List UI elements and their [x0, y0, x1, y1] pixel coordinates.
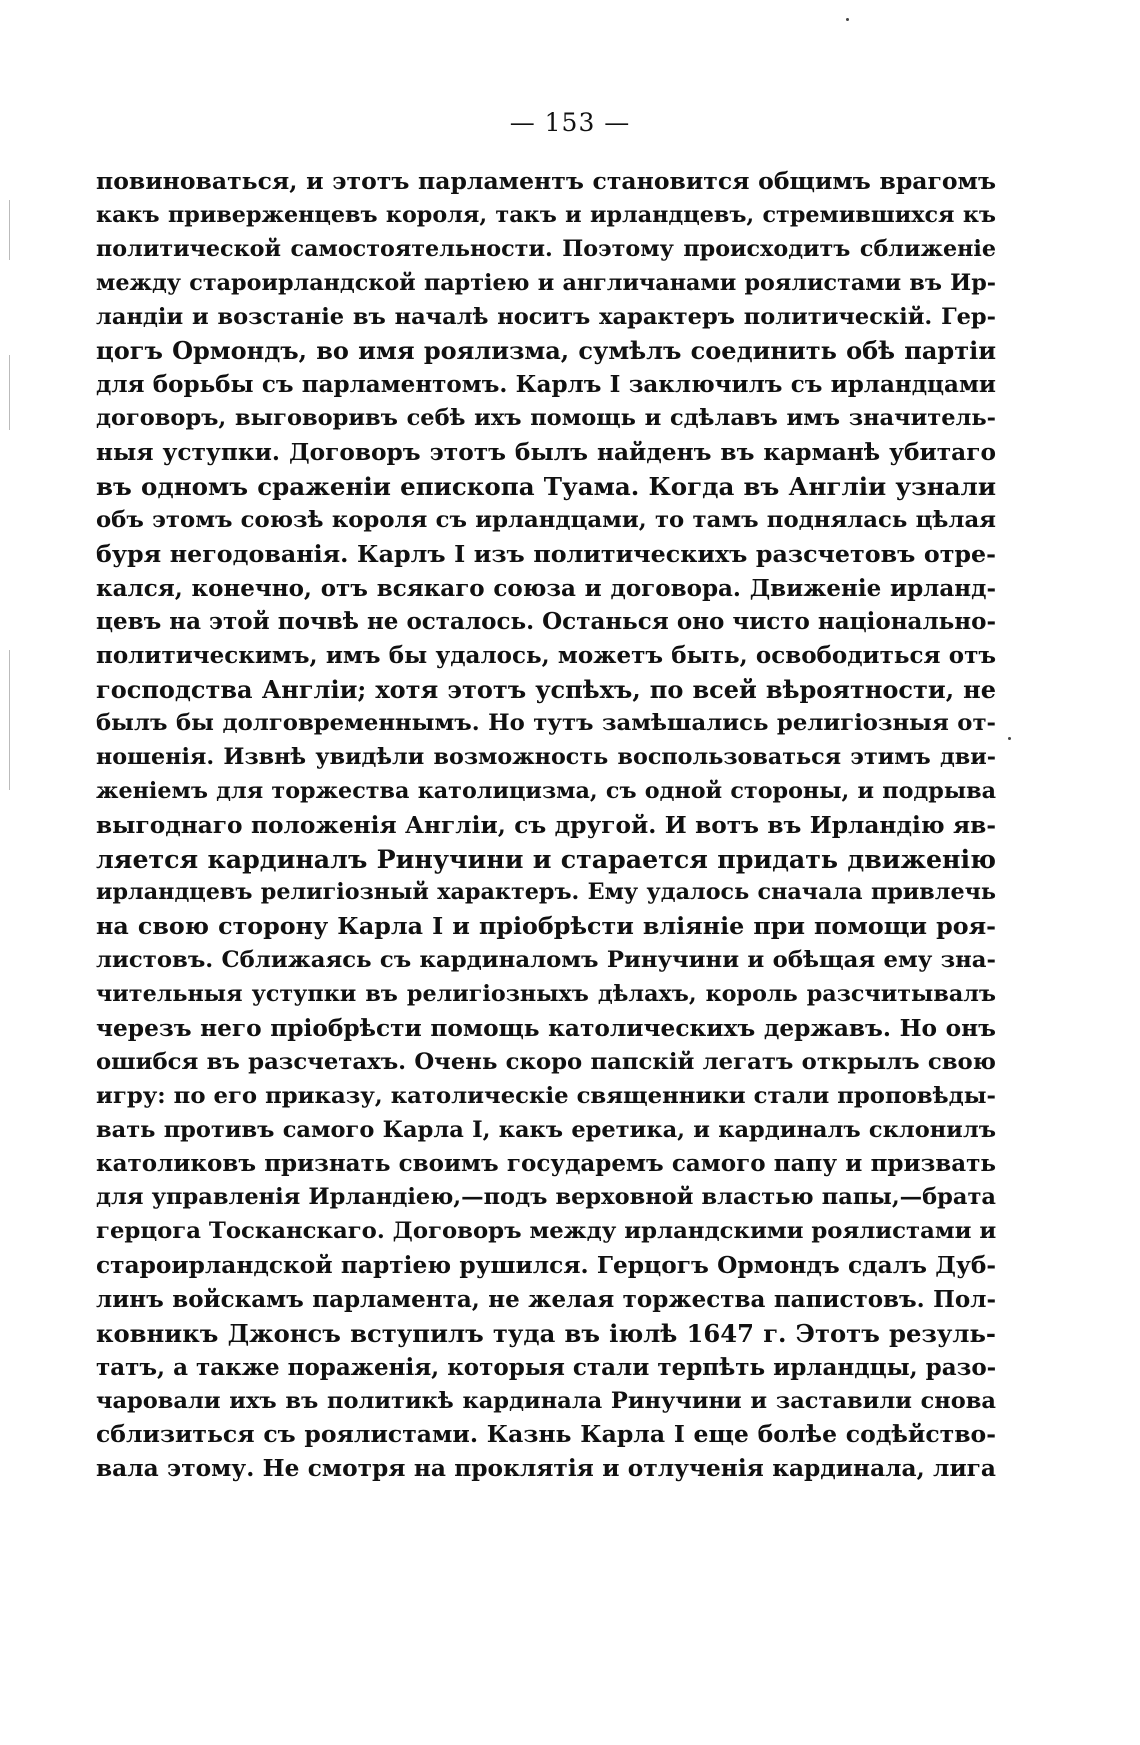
- margin-rule-lower: [9, 650, 10, 790]
- text-line: цогъ Ормондъ, во имя роялизма, сумѣлъ соединить обѣ партіи: [96, 336, 996, 366]
- text-line: игру: по его приказу, католическіе священники стали проповѣды-: [96, 1082, 996, 1109]
- text-line: договоръ, выговоривъ себѣ ихъ помощь и сдѣлавъ имъ значитель-: [96, 405, 996, 432]
- text-line: ирландцевъ религіозный характеръ. Ему удалось сначала привлечь: [96, 879, 996, 906]
- text-line: ландіи и возстаніе въ началѣ носитъ характеръ политическій. Гер-: [96, 303, 996, 330]
- text-line: буря негодованія. Карлъ I изъ политическихъ разсчетовъ отре-: [96, 539, 996, 568]
- page-number: — 153 —: [509, 108, 631, 137]
- margin-rule-middle: [9, 355, 10, 430]
- text-line: въ одномъ сраженіи епископа Туама. Когда въ Англіи узнали: [96, 471, 996, 501]
- text-line: ляется кардиналъ Ринучини и старается придать движенію: [96, 843, 996, 874]
- text-line: чаровали ихъ въ политикѣ кардинала Ринучини и заставили снова: [96, 1387, 996, 1414]
- text-line: сблизиться съ роялистами. Казнь Карла I еще болѣе содѣйство-: [96, 1420, 996, 1449]
- text-line: объ этомъ союзѣ короля съ ирландцами, то тамъ поднялась цѣлая: [96, 506, 996, 533]
- text-line: ковникъ Джонсъ вступилъ туда въ іюлѣ 1647 г. Этотъ резуль-: [96, 1318, 996, 1348]
- text-line: герцога Тосканскаго. Договоръ между ирландскими роялистами и: [96, 1218, 996, 1245]
- dust-speck: [1008, 737, 1011, 740]
- text-line: ношенія. Извнѣ увидѣли возможность воспользоваться этимъ дви-: [96, 743, 996, 770]
- text-line: господства Англіи; хотя этотъ успѣхъ, по всей вѣроятности, не: [96, 675, 996, 705]
- text-line: католиковъ признать своимъ государемъ самого папу и призвать: [96, 1150, 996, 1178]
- text-line: на свою сторону Карла I и пріобрѣсти вліяніе при помощи роя-: [96, 912, 996, 941]
- text-line: черезъ него пріобрѣсти помощь католическихъ державъ. Но онъ: [96, 1014, 996, 1042]
- text-line: ошибся въ разсчетахъ. Очень скоро папскій легатъ открылъ свою: [96, 1048, 996, 1075]
- text-line: между староирландской партіею и англичанами роялистами въ Ир-: [96, 269, 996, 296]
- text-line: линъ войскамъ парламента, не желая торжества папистовъ. Пол-: [96, 1285, 996, 1313]
- text-line: кался, конечно, отъ всякаго союза и договора. Движеніе ирланд-: [96, 574, 996, 602]
- text-line: цевъ на этой почвѣ не осталось. Останься оно чисто національно-: [96, 608, 996, 636]
- text-line: повиноваться, и этотъ парламентъ становится общимъ врагомъ: [96, 167, 996, 195]
- body-text: [96, 165, 996, 1486]
- text-line: какъ приверженцевъ короля, такъ и ирландцевъ, стремившихся къ: [96, 201, 996, 228]
- text-line: выгоднаго положенія Англіи, съ другой. И вотъ въ Ирландію яв-: [96, 811, 996, 839]
- dust-speck: [846, 18, 849, 21]
- text-line: былъ бы долговременнымъ. Но тутъ замѣшались религіозныя от-: [96, 710, 996, 736]
- text-line: староирландской партіею рушился. Герцогъ Ормондъ сдалъ Дуб-: [96, 1252, 996, 1279]
- text-line: вать противъ самого Карла I, какъ еретика, и кардиналъ склонилъ: [96, 1116, 996, 1143]
- text-line: для управленія Ирландіею,—подъ верховной властью папы,—брата: [96, 1184, 996, 1211]
- text-line: чительныя уступки въ религіозныхъ дѣлахъ, король разсчитывалъ: [96, 981, 996, 1007]
- text-line: листовъ. Сближаясь съ кардиналомъ Ринучини и обѣщая ему зна-: [96, 947, 996, 974]
- text-line: политической самостоятельности. Поэтому происходитъ сближеніе: [96, 235, 996, 262]
- text-line: вала этому. Не смотря на проклятія и отлученія кардинала, лига: [96, 1455, 996, 1483]
- text-line: политическимъ, имъ бы удалось, можетъ быть, освободиться отъ: [96, 642, 996, 670]
- text-line: ныя уступки. Договоръ этотъ былъ найденъ въ карманѣ убитаго: [96, 439, 996, 466]
- text-line: женіемъ для торжества католицизма, съ одной стороны, и подрыва: [96, 777, 996, 804]
- text-line: татъ, а также пораженія, которыя стали терпѣть ирландцы, разо-: [96, 1353, 996, 1381]
- margin-rule-top: [9, 200, 10, 260]
- text-line: для борьбы съ парламентомъ. Карлъ I заключилъ съ ирландцами: [96, 371, 996, 399]
